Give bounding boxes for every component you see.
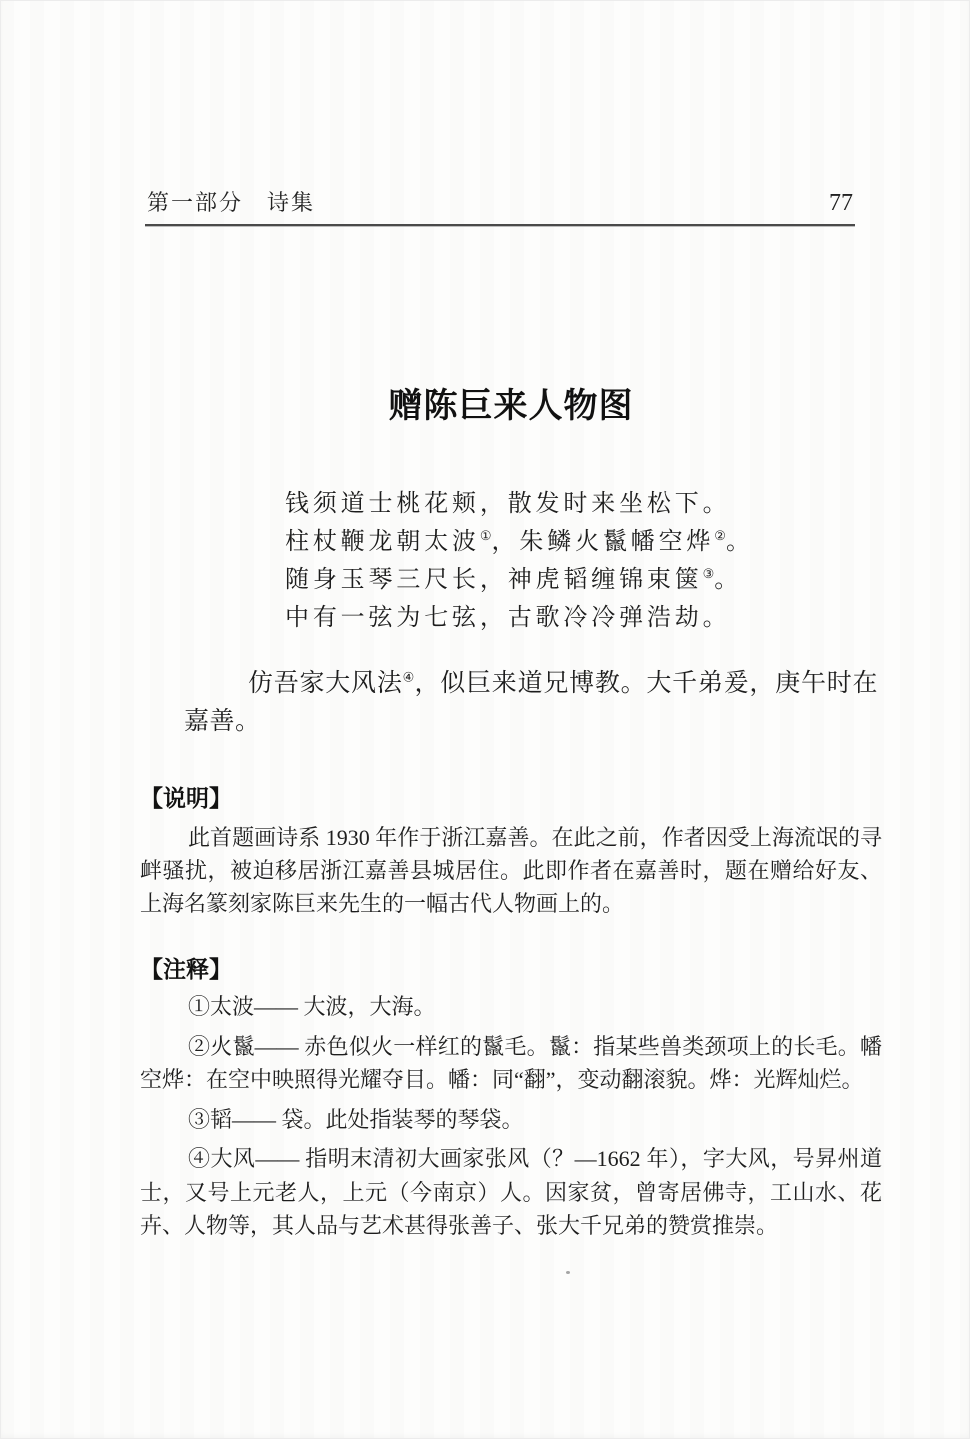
note-item-2: ②火鬣—— 赤色似火一样红的鬣毛。鬣：指某些兽类颈项上的长毛。幡空烨：在空中映照得光耀夺目。幡：同“翻”，变动翻滚貌。烨：光辉灿烂。 xyxy=(140,1033,882,1092)
shuoming-heading: 【说明】 xyxy=(140,785,232,811)
page-body xyxy=(140,226,882,1243)
footnote-ref-2: ② xyxy=(714,528,726,543)
note-item-3: ③韬—— 袋。此处指装琴的琴袋。 xyxy=(188,1106,524,1132)
note-item-1: ①太波—— 大波，大海。 xyxy=(188,994,436,1019)
poem-line-text: 钱须道士桃花颊，散发时来坐松下。 xyxy=(285,491,731,517)
poem-line-4 xyxy=(285,599,882,637)
poem-line-text: 。 xyxy=(725,529,754,555)
note-item-4: ④大风—— 指明末清初大画家张风（？—1662 年），字大风，号昇州道士，又号上元老人，上元（今南京）人。因家贫，曾寄居佛寺，工山水、花卉、人物等，其人品与艺术甚得张善子、张大千兄弟的赞赏推崇。 xyxy=(140,1146,882,1238)
inscription-text: 仿吾家大风法 xyxy=(248,670,403,697)
poem-line-text: 。 xyxy=(714,567,743,593)
shuoming-paragraph: 此首题画诗系 1930 年作于浙江嘉善。在此之前，作者因受上海流氓的寻衅骚扰，被迫移居浙江嘉善县城居住。此即作者在嘉善时，题在赠给好友、上海名篆刻家陈巨来先生的一幅古代人物画上的。 xyxy=(140,825,882,916)
shuoming-section xyxy=(140,783,882,920)
footnote-ref-1: ① xyxy=(479,528,492,543)
inscription-text: ，似巨来道兄博教。大千弟爰，庚午时在嘉善。 xyxy=(184,670,878,735)
poem-line-2 xyxy=(285,523,882,561)
zhushi-section xyxy=(140,954,882,1243)
poem-line-text: 柱杖鞭龙朝太波 xyxy=(285,529,480,555)
poem-block xyxy=(285,485,882,637)
poem-line-text: 随身玉琴三尺长，神虎韬缠锦束箧 xyxy=(285,567,703,593)
running-head-section-title: 第一部分 诗集 xyxy=(147,190,316,215)
footnote-ref-4: ④ xyxy=(402,669,415,685)
poem-line-1 xyxy=(285,485,882,523)
page-number: 77 xyxy=(829,190,853,216)
footnote-ref-3: ③ xyxy=(702,566,715,581)
running-head xyxy=(147,186,853,217)
zhushi-heading: 【注释】 xyxy=(140,956,232,982)
poem-inscription xyxy=(184,665,878,741)
poem-title: 赠陈巨来人物图 xyxy=(388,388,634,425)
poem-line-text: 中有一弦为七弦，古歌冷冷弹浩劫。 xyxy=(285,605,731,631)
poem-line-text: ，朱鳞火鬣幡空烨 xyxy=(491,529,715,555)
poem-line-3 xyxy=(285,561,882,599)
scan-speck xyxy=(566,1271,570,1274)
